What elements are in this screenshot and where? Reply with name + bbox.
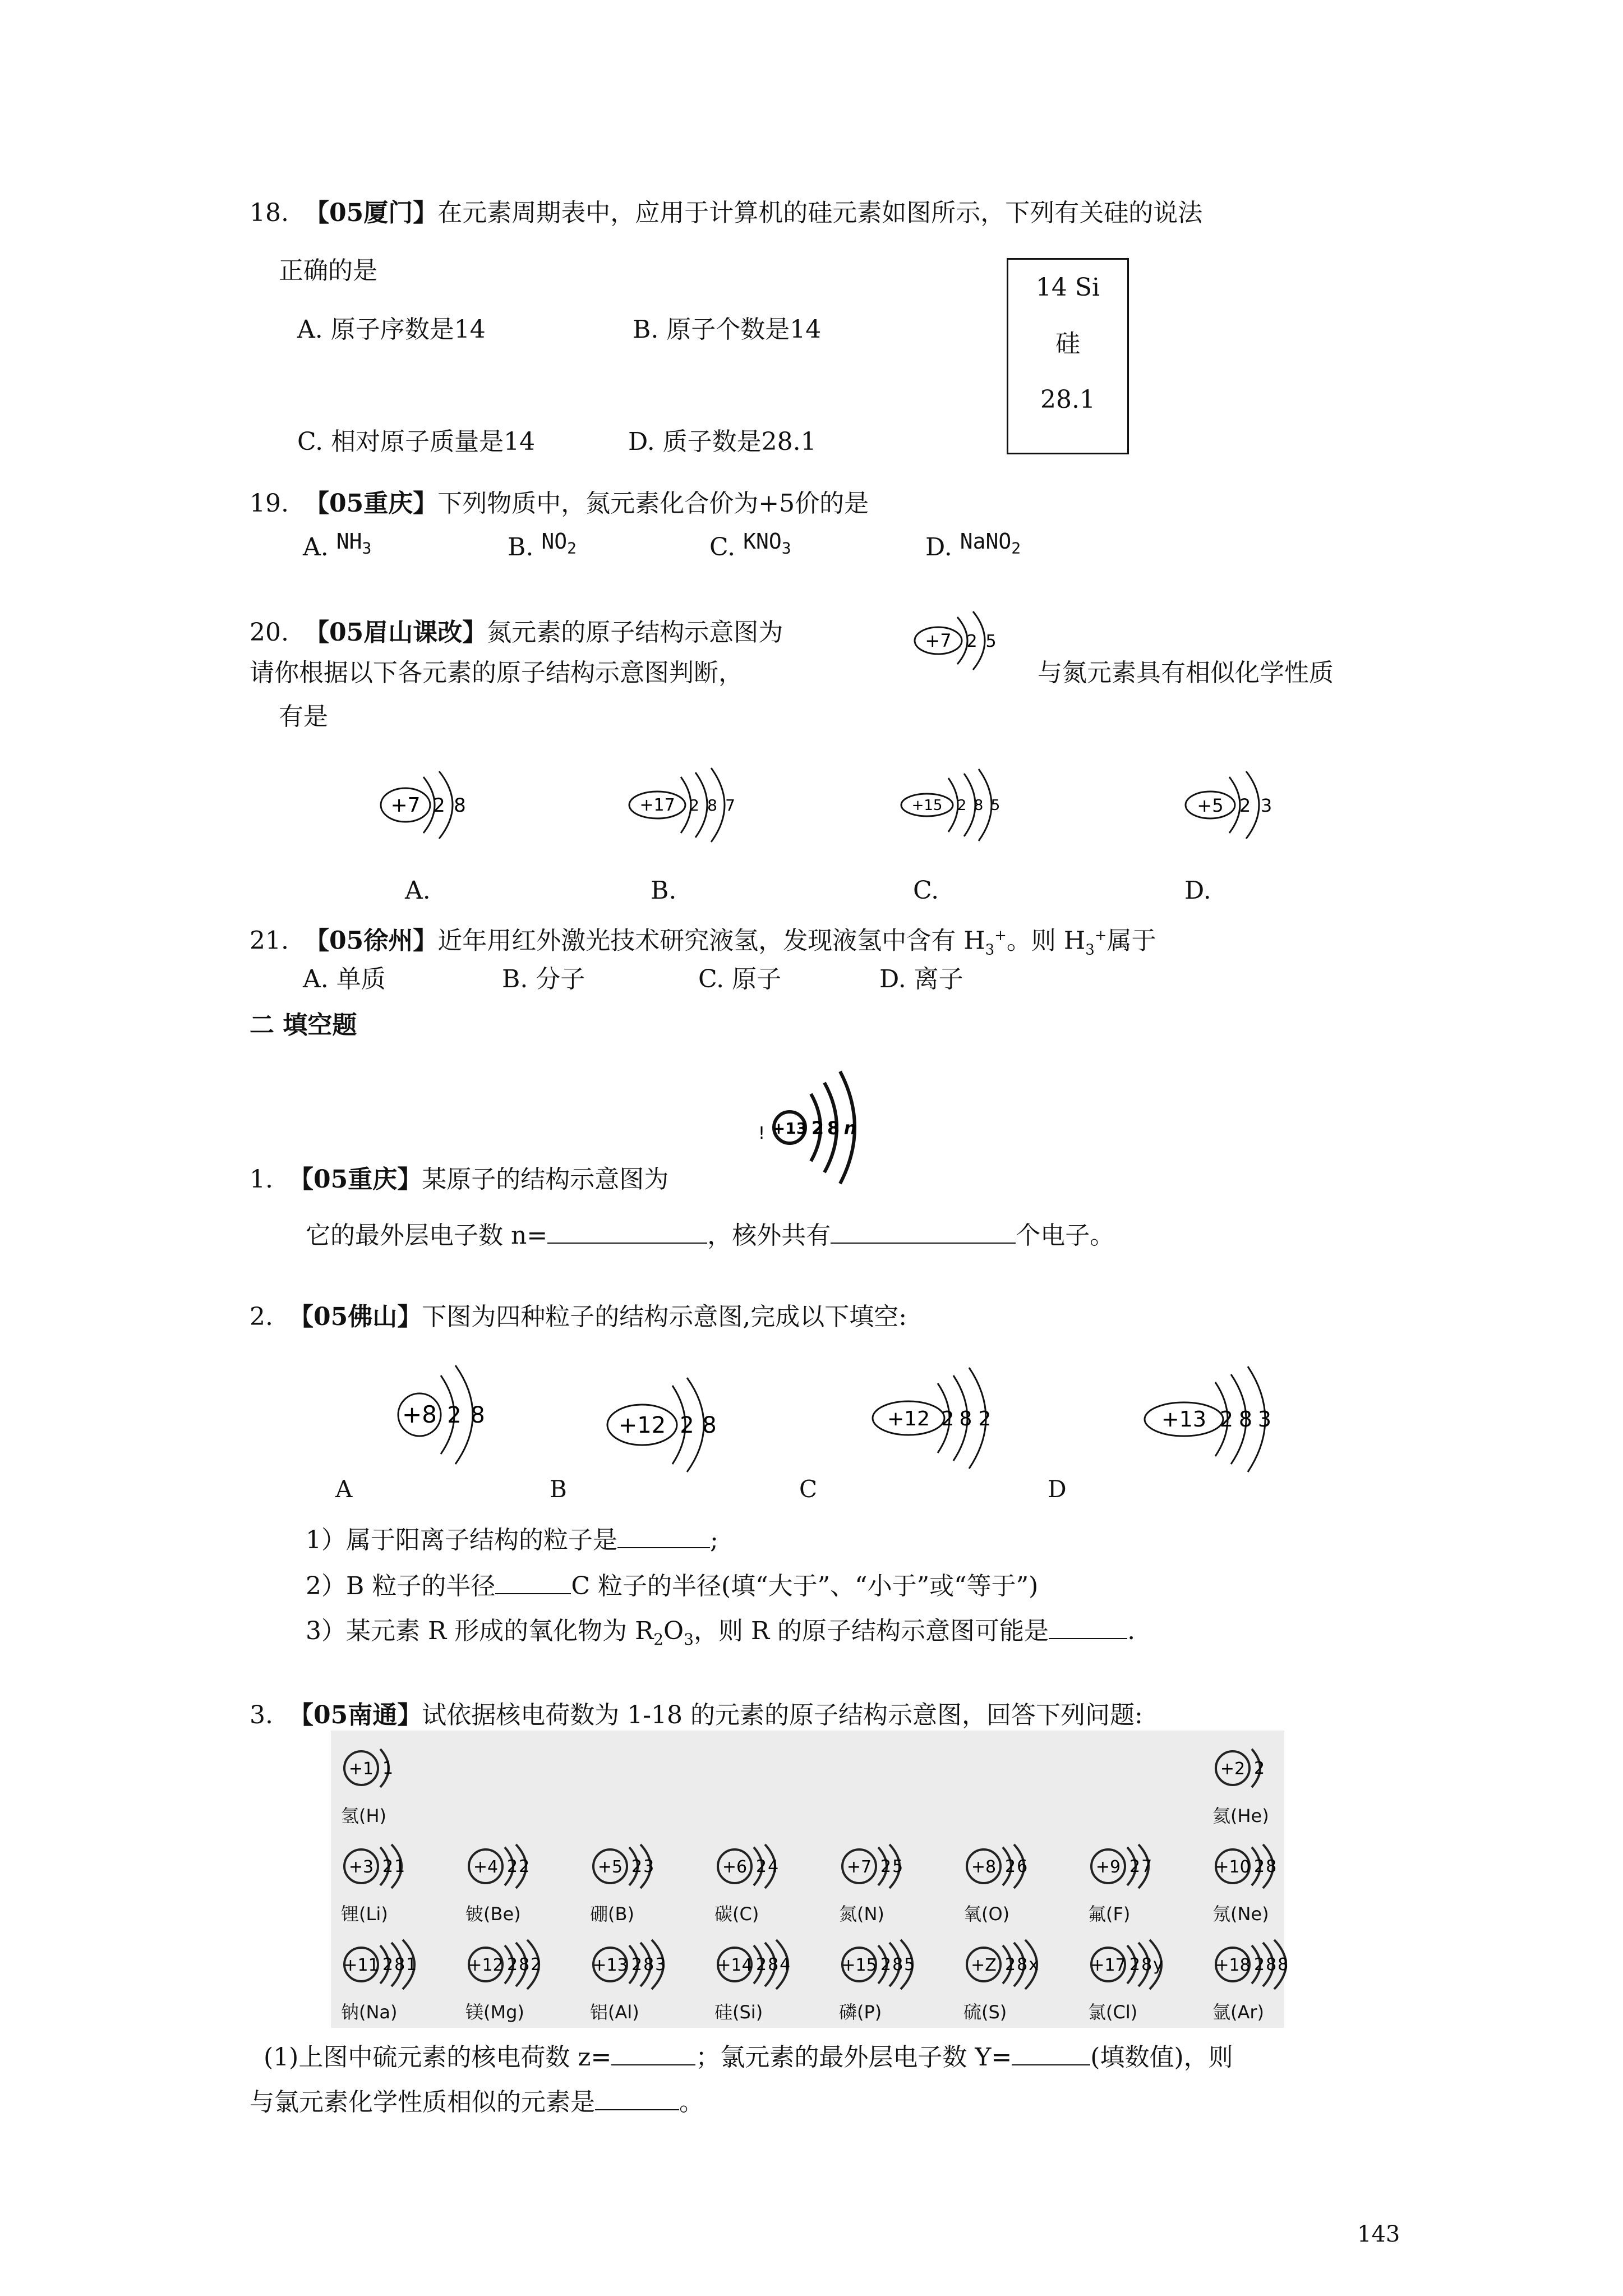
- f1-blank-n[interactable]: [547, 1220, 707, 1244]
- svg-text:5: 5: [990, 797, 1000, 814]
- f2-blank-1[interactable]: [617, 1525, 710, 1548]
- element-name: 氟(F): [1088, 1903, 1131, 1925]
- element-nucleus: +2: [1220, 1759, 1246, 1779]
- f3-stem: 试依据核电荷数为 1-18 的元素的原子结构示意图，回答下列问题:: [422, 1701, 1143, 1729]
- q19-a-label: A.: [303, 533, 329, 562]
- q19-tag: 【05重庆】: [304, 489, 438, 518]
- element-shells: 28: [1254, 1857, 1278, 1876]
- f3-blank-y[interactable]: [1012, 2042, 1090, 2065]
- element-name: 钠(Na): [341, 2001, 398, 2023]
- si-box-name: 硅: [1055, 329, 1080, 358]
- svg-text:+12: +12: [887, 1407, 930, 1430]
- q20-number: 20.: [250, 618, 289, 647]
- element-diagram: [1088, 1935, 1172, 2031]
- q18-stem: 在元素周期表中，应用于计算机的硅元素如图所示，下列有关硅的说法: [437, 199, 1203, 227]
- element-shells: 1: [382, 1759, 395, 1778]
- f1-number: 1.: [250, 1165, 273, 1194]
- element-name: 锂(Li): [341, 1903, 388, 1925]
- f2-tag: 【05佛山】: [288, 1303, 422, 1331]
- f2-label-b: B: [550, 1475, 567, 1503]
- element-shells: 288: [1254, 1955, 1290, 1975]
- f1-line1: [250, 1164, 668, 1195]
- q20-stem3: 与氮元素具有相似化学性质: [1038, 659, 1334, 687]
- f2-diagram-b: [603, 1369, 749, 1475]
- element-shells: 282: [507, 1955, 543, 1975]
- f1-line2: 它的最外层电子数 n= ，核外共有 个电子。: [306, 1221, 1115, 1250]
- element-diagram: [1088, 1837, 1172, 1932]
- q19-option-c: [709, 529, 791, 571]
- element-shells: 22: [507, 1857, 531, 1876]
- q20-ref-shell2: 5: [985, 632, 997, 651]
- q20-line1: [250, 617, 783, 648]
- element-diagram: [1212, 1935, 1297, 2031]
- svg-text:2: 2: [957, 797, 967, 814]
- svg-text:8: 8: [974, 797, 984, 814]
- q20-ref-shell1: 2: [966, 632, 978, 651]
- f2-diagram-d: [1141, 1363, 1310, 1475]
- f2-diagram-c: [869, 1363, 1032, 1470]
- f1-tag: 【05重庆】: [288, 1165, 422, 1194]
- f1-diagram: [751, 1055, 880, 1195]
- q21-number: 21.: [250, 926, 289, 955]
- element-diagram: [590, 1837, 674, 1932]
- page-number: 143: [1357, 2221, 1400, 2247]
- q19-option-a: [303, 529, 372, 571]
- element-diagram: [590, 1935, 674, 2031]
- q21-option-b: B. 分子: [502, 965, 585, 993]
- q19-d-formula: NaNO$_2$: [960, 529, 1021, 558]
- f3-blank-similar[interactable]: [595, 2087, 679, 2110]
- q20-label-b: B.: [651, 876, 677, 905]
- svg-text:+13: +13: [772, 1119, 808, 1138]
- element-nucleus: +Z: [971, 1955, 997, 1975]
- q19-b-label: B.: [508, 533, 534, 562]
- f2-label-d: D: [1048, 1475, 1067, 1503]
- q18-number: 18.: [250, 199, 289, 227]
- si-box-mass: 28.1: [1040, 385, 1095, 414]
- f2-sub1: 1）属于阳离子结构的粒子是 ;: [306, 1526, 718, 1554]
- element-name: 磷(P): [839, 2001, 882, 2023]
- f1-stem: 某原子的结构示意图为: [422, 1165, 669, 1194]
- element-name: 镁(Mg): [465, 2001, 524, 2023]
- f3-line1: [250, 1700, 1143, 1731]
- f1-mark: !: [758, 1124, 766, 1143]
- q20-label-a: A.: [405, 876, 431, 905]
- f3-tag: 【05南通】: [288, 1701, 422, 1729]
- element-shells: 21: [382, 1857, 407, 1876]
- svg-text:2: 2: [680, 1412, 694, 1438]
- svg-text:8: 8: [707, 796, 717, 815]
- element-nucleus: +1: [348, 1759, 374, 1779]
- q21-tag: 【05徐州】: [304, 926, 438, 955]
- element-diagram: [714, 1837, 799, 1932]
- q21-option-d: D. 离子: [879, 965, 963, 993]
- element-nucleus: +11: [343, 1955, 379, 1975]
- element-shells: 28x: [1005, 1955, 1040, 1975]
- element-diagram: [839, 1935, 923, 2031]
- element-name: 氢(H): [341, 1805, 387, 1826]
- svg-text:+5: +5: [1197, 795, 1224, 816]
- element-diagram: [1212, 1739, 1297, 1834]
- element-shells: 27: [1129, 1857, 1154, 1876]
- element-shells: 23: [631, 1857, 656, 1876]
- svg-text:8: 8: [1238, 1407, 1253, 1432]
- element-shells: 25: [880, 1857, 905, 1876]
- q20-diagram-c: [895, 760, 1029, 844]
- element-name: 铍(Be): [465, 1903, 521, 1925]
- svg-text:n: n: [843, 1117, 857, 1139]
- q20-label-d: D.: [1184, 876, 1211, 905]
- element-name: 铝(Al): [590, 2001, 639, 2023]
- element-shells: 2: [1254, 1759, 1266, 1778]
- svg-text:+8: +8: [402, 1401, 437, 1428]
- f2-line1: [250, 1301, 907, 1333]
- si-box-number-symbol: 14 Si: [1035, 273, 1100, 302]
- silicon-element-box: [1007, 258, 1129, 454]
- f2-stem: 下图为四种粒子的结构示意图,完成以下填空:: [422, 1303, 907, 1331]
- element-nucleus: +3: [348, 1857, 374, 1877]
- f2-sub3: 3）某元素 R 形成的氧化物为 $R_2O_3$，则 R 的原子结构示意图可能是 .: [306, 1617, 1136, 1649]
- f2-label-c: C: [799, 1475, 818, 1503]
- f2-diagram-a: [387, 1358, 516, 1475]
- element-name: 氮(N): [839, 1903, 884, 1925]
- q20-tag: 【05眉山课改】: [304, 618, 487, 647]
- q19-stem: 下列物质中，氮元素化合价为+5价的是: [437, 489, 869, 518]
- f2-blank-3[interactable]: [1049, 1616, 1127, 1639]
- svg-text:2: 2: [978, 1407, 992, 1430]
- element-name: 氦(He): [1212, 1805, 1269, 1826]
- f3-number: 3.: [250, 1701, 273, 1729]
- f2-label-a: A: [335, 1475, 353, 1503]
- element-nucleus: +18: [1215, 1955, 1251, 1975]
- element-nucleus: +4: [473, 1857, 499, 1877]
- element-shells: 285: [880, 1955, 916, 1975]
- element-nucleus: +14: [717, 1955, 753, 1975]
- periodic-structure-image: [331, 1731, 1290, 2028]
- q19-b-formula: $NO_2$: [541, 529, 577, 558]
- q18-stem2: 正确的是: [279, 256, 377, 285]
- q20-stem4: 有是: [279, 702, 328, 731]
- element-nucleus: +9: [1095, 1857, 1121, 1877]
- q19-option-d: [925, 529, 1021, 571]
- q18-option-d: D. 质子数是28.1: [628, 427, 817, 456]
- q19-option-b: [508, 529, 577, 571]
- q19-d-label: D.: [925, 533, 952, 562]
- element-name: 碳(C): [714, 1903, 759, 1925]
- section-title: 二 填空题: [250, 1011, 357, 1039]
- svg-text:8: 8: [454, 794, 466, 817]
- element-diagram: [963, 1837, 1048, 1932]
- element-diagram: [714, 1935, 799, 2031]
- q18-option-c: C. 相对原子质量是14: [297, 427, 536, 456]
- element-nucleus: +12: [468, 1955, 504, 1975]
- svg-text:+15: +15: [911, 797, 943, 814]
- q21-stem: 近年用红外激光技术研究液氢，发现液氢中含有 H: [437, 926, 985, 955]
- q20-diagram-a: [373, 760, 502, 844]
- svg-text:8: 8: [827, 1117, 840, 1139]
- q19-c-formula: $KNO_3$: [743, 529, 791, 558]
- element-nucleus: +8: [971, 1857, 997, 1877]
- q20-diagram-b: [623, 760, 763, 844]
- svg-text:3: 3: [1260, 795, 1272, 816]
- q20-diagram-d: [1178, 760, 1301, 844]
- svg-text:8: 8: [702, 1412, 717, 1438]
- element-nucleus: +13: [592, 1955, 628, 1975]
- svg-text:8: 8: [471, 1402, 485, 1428]
- element-shells: 24: [756, 1857, 780, 1876]
- element-name: 硼(B): [590, 1903, 634, 1925]
- element-nucleus: +7: [846, 1857, 872, 1877]
- element-diagram: [963, 1935, 1048, 2031]
- q19-c-label: C.: [709, 533, 736, 562]
- q18-option-b: B. 原子个数是14: [633, 315, 822, 344]
- element-name: 氩(Ar): [1212, 2001, 1265, 2023]
- f2-sub2: 2）B 粒子的半径 C 粒子的半径(填“大于”、“小于”或“等于”): [306, 1572, 1039, 1600]
- element-name: 氯(Cl): [1088, 2001, 1138, 2023]
- element-shells: 28y: [1129, 1955, 1164, 1975]
- f2-blank-2[interactable]: [495, 1571, 571, 1594]
- element-nucleus: +5: [597, 1857, 623, 1877]
- q21-line1: 21. 【05徐州】近年用红外激光技术研究液氢，发现液氢中含有 $H_3^+$。则 $H_3^+$属于: [250, 926, 1156, 959]
- q20-ref-nucleus: +7: [925, 630, 952, 651]
- q19-line1: [250, 488, 869, 519]
- svg-text:+7: +7: [390, 794, 421, 817]
- q19-a-formula: $NH_3$: [336, 529, 372, 558]
- element-name: 氖(Ne): [1212, 1903, 1269, 1925]
- f3-q1-line1: (1)上图中硫元素的核电荷数 z= ；氯元素的最外层电子数 Y= (填数值)，则: [264, 2043, 1233, 2072]
- svg-text:2: 2: [447, 1402, 462, 1428]
- f3-q1-line2: 与氯元素化学性质相似的元素是 。: [250, 2088, 704, 2116]
- q18-line1: [250, 197, 1202, 229]
- element-diagram: [1212, 1837, 1297, 1932]
- q20-label-c: C.: [913, 876, 939, 905]
- f1-blank-total[interactable]: [831, 1220, 1016, 1244]
- svg-text:8: 8: [959, 1407, 972, 1430]
- element-nucleus: +6: [722, 1857, 748, 1877]
- svg-text:7: 7: [725, 796, 735, 815]
- svg-text:2: 2: [811, 1117, 824, 1139]
- element-diagram: [465, 1935, 550, 2031]
- element-diagram: [465, 1837, 550, 1932]
- q21-option-a: A. 单质: [303, 965, 386, 993]
- element-name: 氧(O): [963, 1903, 1010, 1925]
- q19-number: 19.: [250, 489, 289, 518]
- element-shells: 284: [756, 1955, 792, 1975]
- svg-text:+17: +17: [639, 795, 675, 815]
- svg-text:2: 2: [689, 796, 699, 815]
- q18-option-a: A. 原子序数是14: [297, 315, 486, 344]
- element-diagram: [341, 1935, 425, 2031]
- f3-blank-z[interactable]: [611, 2042, 695, 2065]
- svg-text:3: 3: [1257, 1407, 1272, 1432]
- element-shells: 281: [382, 1955, 418, 1975]
- element-nucleus: +15: [841, 1955, 877, 1975]
- svg-text:+13: +13: [1161, 1407, 1207, 1432]
- element-name: 硅(Si): [714, 2001, 763, 2023]
- element-shells: 26: [1005, 1857, 1029, 1876]
- element-nucleus: +10: [1215, 1857, 1251, 1877]
- svg-text:2: 2: [1239, 795, 1251, 816]
- q18-tag: 【05厦门】: [304, 199, 438, 227]
- svg-text:2: 2: [941, 1407, 955, 1430]
- element-name: 硫(S): [963, 2001, 1007, 2023]
- element-diagram: [341, 1739, 425, 1834]
- element-shells: 283: [631, 1955, 667, 1975]
- q20-reference-diagram: [906, 595, 1018, 679]
- f2-number: 2.: [250, 1303, 273, 1331]
- element-diagram: [341, 1837, 425, 1932]
- element-nucleus: +17: [1090, 1955, 1126, 1975]
- svg-text:+12: +12: [618, 1412, 666, 1438]
- q20-stem2: 请你根据以下各元素的原子结构示意图判断，: [250, 659, 743, 687]
- svg-text:2: 2: [1219, 1407, 1234, 1432]
- q20-stem: 氮元素的原子结构示意图为: [487, 618, 783, 647]
- svg-text:2: 2: [433, 794, 445, 817]
- q21-option-c: C. 原子: [698, 965, 782, 993]
- element-diagram: [839, 1837, 923, 1932]
